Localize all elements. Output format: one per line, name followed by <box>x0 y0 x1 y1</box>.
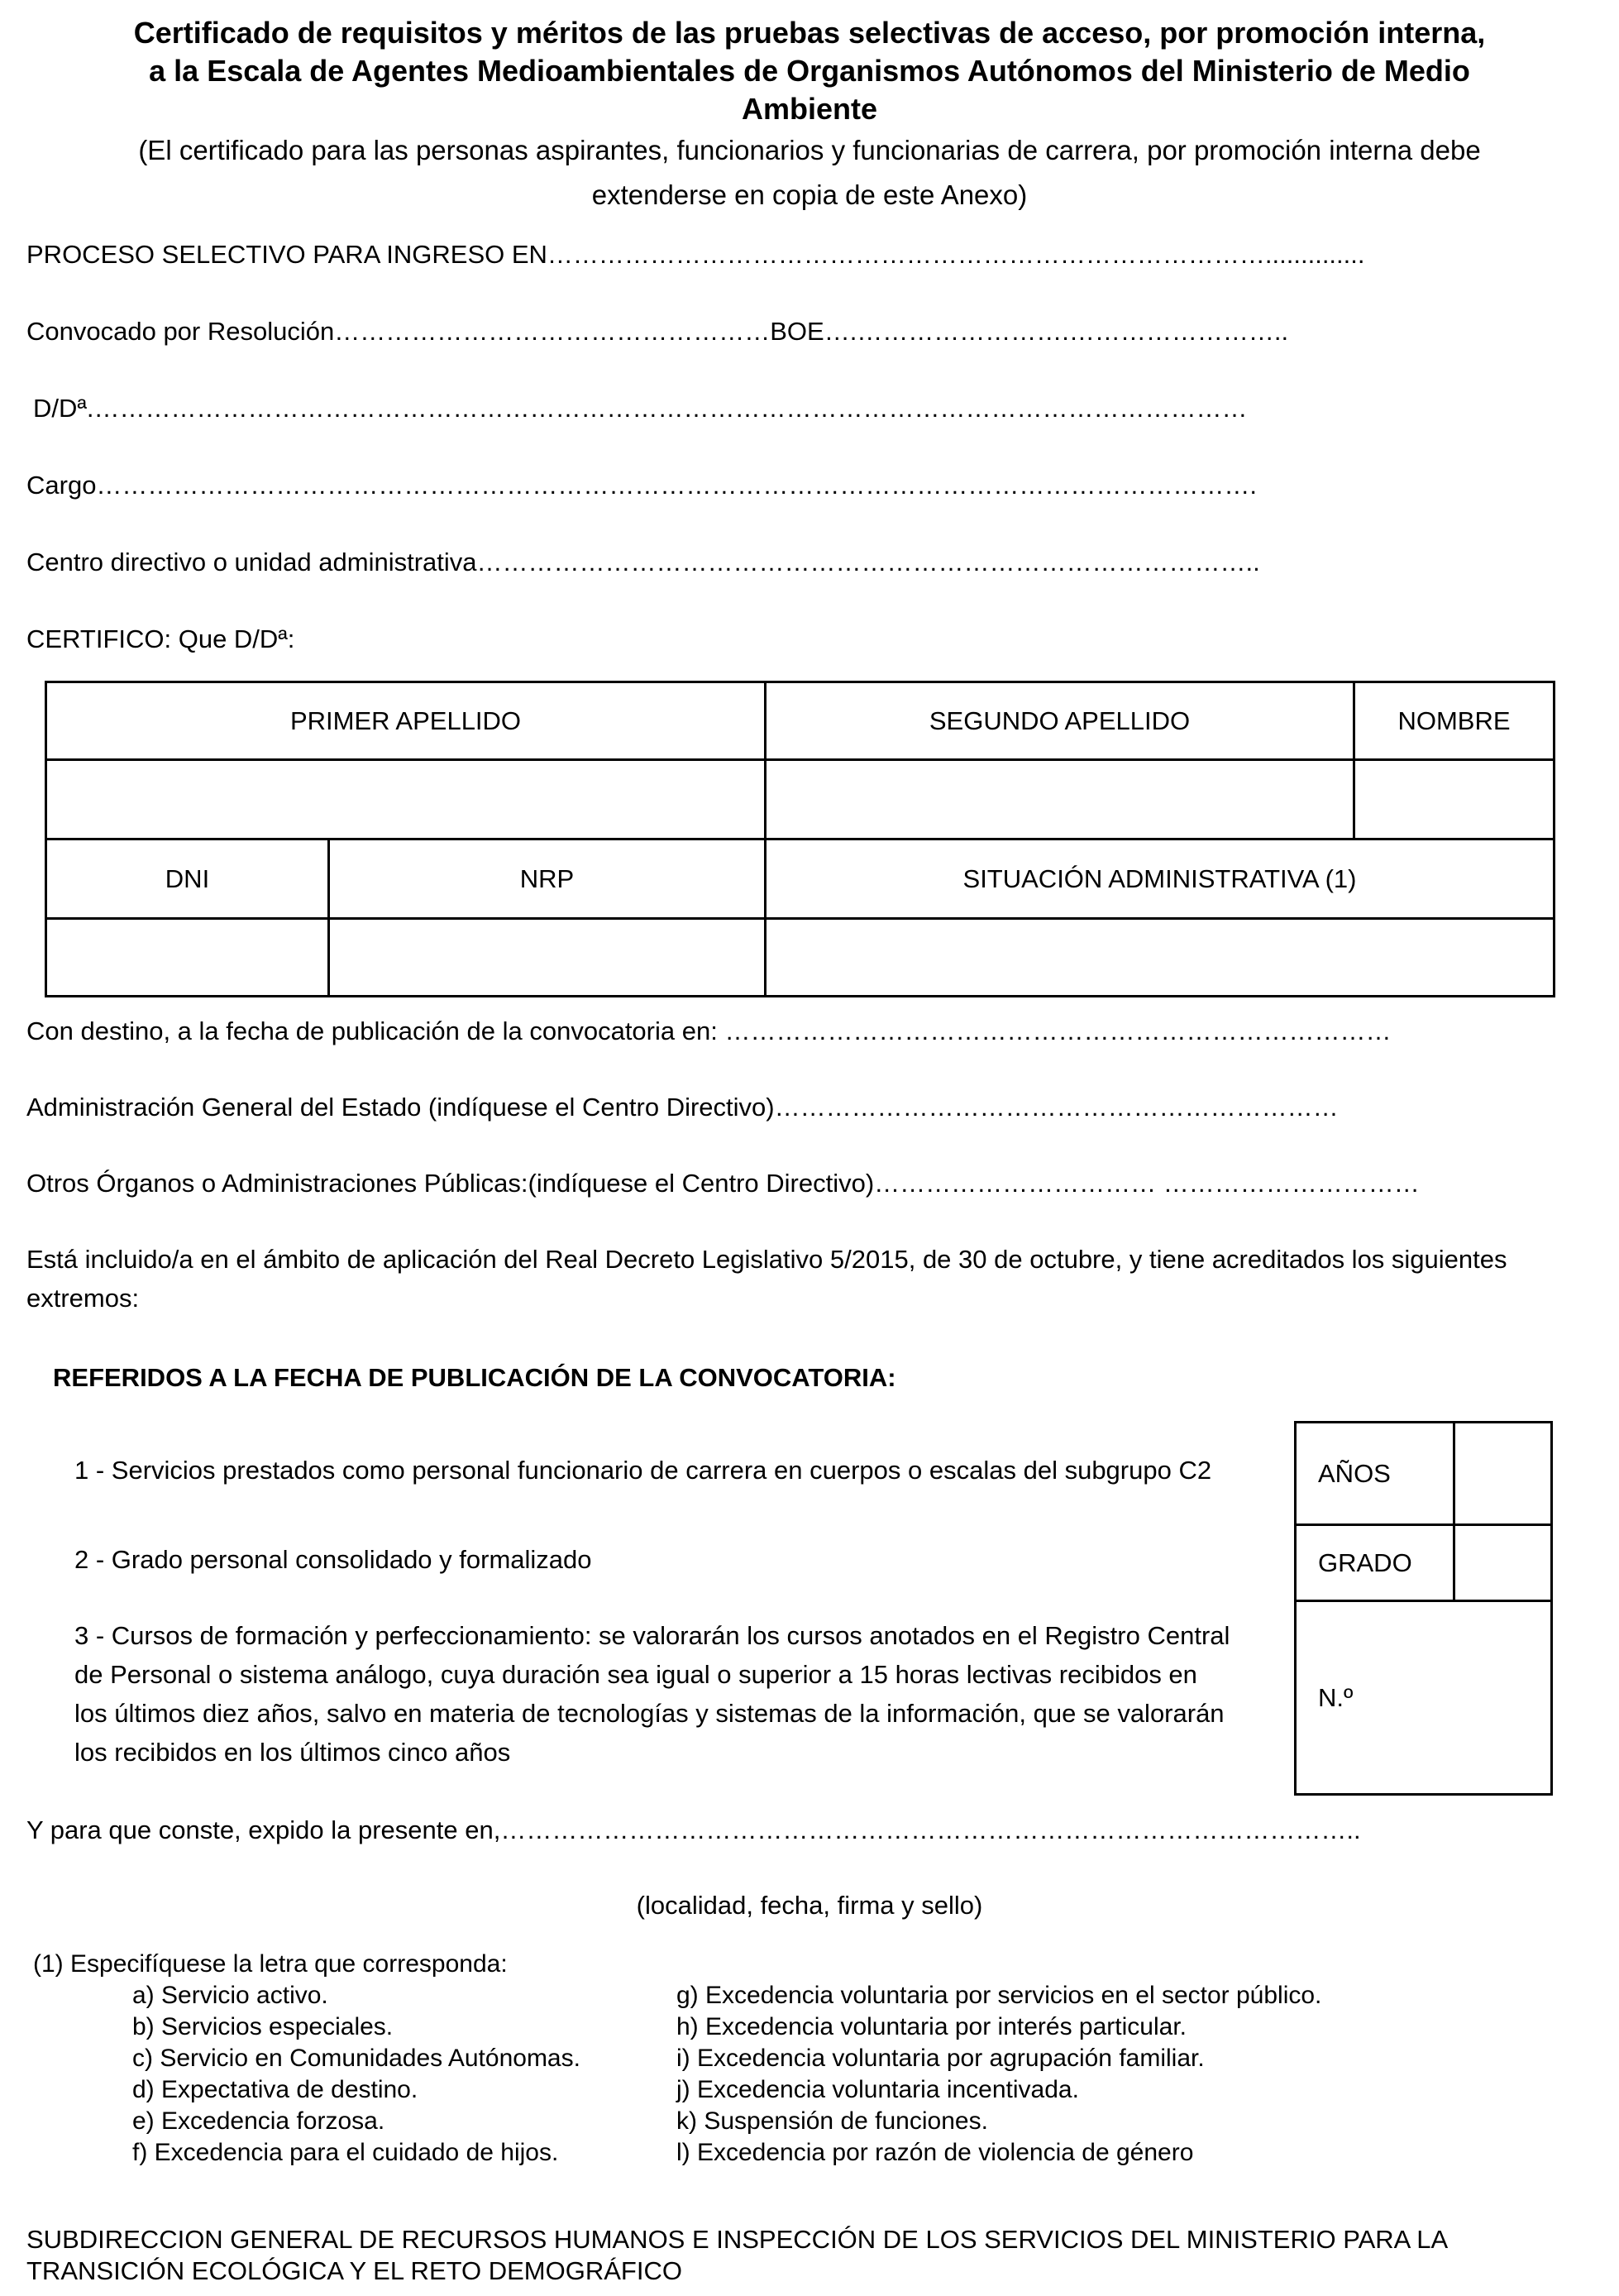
nrp-cell <box>329 919 766 997</box>
certifico-label: CERTIFICO: Que D/Dª: <box>26 624 295 653</box>
footnote-option-k: k) Suspensión de funciones. <box>676 2107 988 2135</box>
anos-label: AÑOS <box>1296 1423 1454 1525</box>
dda-field: D/Dª.……………………………………………………………………………………………………………………… <box>33 394 1248 423</box>
subdireccion-line-1: SUBDIRECCION GENERAL DE RECURSOS HUMANOS E INSPECCIÓN DE LOS SERVICIOS DEL MINISTERIO PARA LA <box>26 2225 1449 2254</box>
footnote-option-g: g) Excedencia voluntaria por servicios en el sector público. <box>676 1982 1322 2009</box>
anos-value-cell <box>1454 1423 1552 1525</box>
grado-label: GRADO <box>1296 1525 1454 1601</box>
requirement-3-line-4: los recibidos en los últimos cinco años <box>74 1738 511 1767</box>
ambito-aplicacion-line-1: Está incluido/a en el ámbito de aplicación del Real Decreto Legislativo 5/2015, de 30 de octubre, y tiene acreditados los siguientes <box>26 1245 1507 1274</box>
footnote-option-e: e) Excedencia forzosa. <box>132 2107 385 2135</box>
document-title-line-1: Certificado de requisitos y méritos de las pruebas selectivas de acceso, por promoción interna, <box>133 16 1486 50</box>
footnote-option-b: b) Servicios especiales. <box>132 2013 394 2040</box>
footnote-option-i: i) Excedencia voluntaria por agrupación familiar. <box>676 2045 1205 2072</box>
segundo-apellido-cell <box>766 760 1354 839</box>
centro-directivo-field: Centro directivo o unidad administrativa……………………………………………………………………………….. <box>26 548 1260 576</box>
requirement-3-line-2: de Personal o sistema análogo, cuya duración sea igual o superior a 15 horas lectivas recibidos en <box>74 1660 1197 1689</box>
requirements-values-table <box>1294 1421 1553 1796</box>
primer-apellido-header: PRIMER APELLIDO <box>46 682 766 760</box>
footnote-option-j: j) Excedencia voluntaria incentivada. <box>676 2076 1079 2103</box>
situacion-administrativa-header: SITUACIÓN ADMINISTRATIVA (1) <box>766 839 1555 919</box>
convocado-resolucion-field: Convocado por Resolución……………………………………………BOE….…………………….…………………….. <box>26 317 1289 346</box>
age-centro-field: Administración General del Estado (indíquese el Centro Directivo)………………………………………………………… <box>26 1093 1339 1122</box>
ambito-aplicacion-line-2: extremos: <box>26 1284 140 1313</box>
footnote-option-h: h) Excedencia voluntaria por interés particular. <box>676 2013 1187 2040</box>
document-subtitle-line-2: extenderse en copia de este Anexo) <box>591 179 1028 210</box>
expido-field: Y para que conste, expido la presente en,……………………………………………………………………………………….. <box>26 1815 1361 1844</box>
cargo-field: Cargo………………………………………………………………………………………………………………………. <box>26 471 1258 500</box>
requirement-3-line-3: los últimos diez años, salvo en materia de tecnologías y sistemas de la información, que se valorarán <box>74 1699 1225 1728</box>
footnote-option-a: a) Servicio activo. <box>132 1982 328 2009</box>
nombre-header: NOMBRE <box>1354 682 1555 760</box>
dni-header: DNI <box>46 839 329 919</box>
proceso-selectivo-field: PROCESO SELECTIVO PARA INGRESO EN………………………………………………………………………….............. <box>26 240 1365 269</box>
subdireccion-line-2: TRANSICIÓN ECOLÓGICA Y EL RETO DEMOGRÁFICO <box>26 2256 682 2285</box>
document-title-line-3: Ambiente <box>741 92 878 126</box>
requirement-3-line-1: 3 - Cursos de formación y perfeccionamiento: se valorarán los cursos anotados en el Registro Central <box>74 1621 1230 1650</box>
footnote-option-d: d) Expectativa de destino. <box>132 2076 418 2103</box>
grado-value-cell <box>1454 1525 1552 1601</box>
requirement-1: 1 - Servicios prestados como personal funcionario de carrera en cuerpos o escalas del subgrupo C2 <box>74 1456 1212 1485</box>
footnote-option-c: c) Servicio en Comunidades Autónomas. <box>132 2045 580 2072</box>
footnote-option-l: l) Excedencia por razón de violencia de género <box>676 2139 1194 2166</box>
requirement-2: 2 - Grado personal consolidado y formalizado <box>74 1545 592 1574</box>
nombre-cell <box>1354 760 1555 839</box>
person-data-table <box>45 681 1555 997</box>
document-subtitle-line-1: (El certificado para las personas aspirantes, funcionarios y funcionarias de carrera, por promoción interna debe <box>138 135 1481 165</box>
con-destino-field: Con destino, a la fecha de publicación de la convocatoria en: …………………………………………………………………… <box>26 1016 1392 1045</box>
localidad-fecha-firma-sello: (localidad, fecha, firma y sello) <box>636 1891 983 1920</box>
numero-cursos-label: N.º <box>1296 1601 1552 1795</box>
situacion-administrativa-cell <box>766 919 1555 997</box>
footnote-option-f: f) Excedencia para el cuidado de hijos. <box>132 2139 559 2166</box>
footnote-heading: (1) Especifíquese la letra que corresponda: <box>33 1950 508 1978</box>
segundo-apellido-header: SEGUNDO APELLIDO <box>766 682 1354 760</box>
dni-cell <box>46 919 329 997</box>
document-title-line-2: a la Escala de Agentes Medioambientales de Organismos Autónomos del Ministerio de Medio <box>149 54 1470 88</box>
primer-apellido-cell <box>46 760 766 839</box>
referidos-heading: REFERIDOS A LA FECHA DE PUBLICACIÓN DE LA CONVOCATORIA: <box>53 1363 896 1392</box>
nrp-header: NRP <box>329 839 766 919</box>
otros-organos-field: Otros Órganos o Administraciones Públicas:(indíquese el Centro Directivo)…………………………… ………………………… <box>26 1169 1420 1198</box>
